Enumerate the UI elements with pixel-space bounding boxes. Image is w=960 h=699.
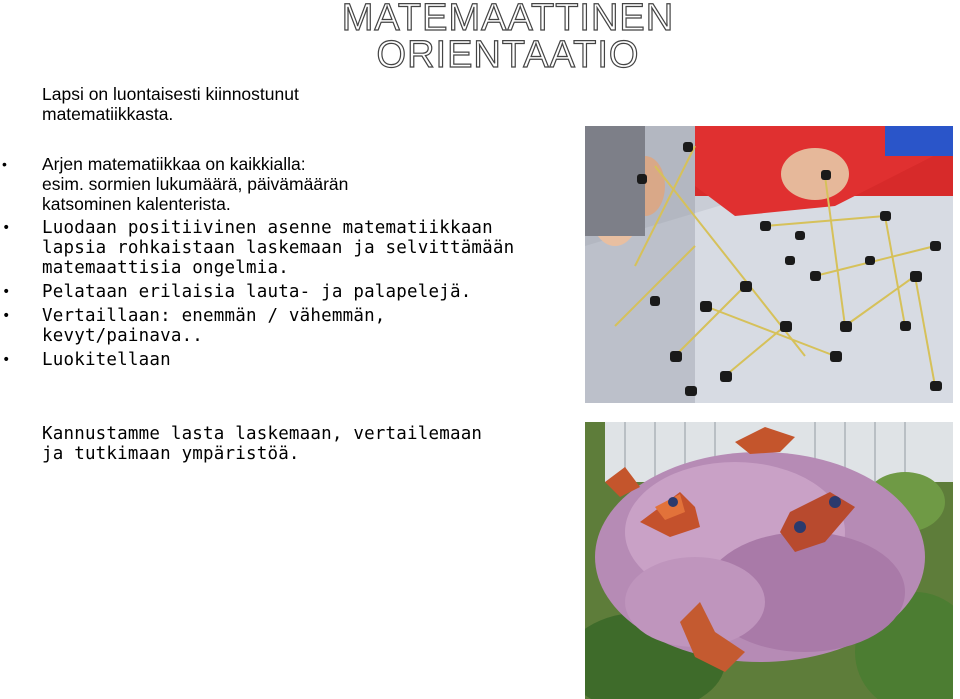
intro-line-2: matematiikkasta. [42,104,174,124]
closing-line-1: Kannustamme lasta laskemaan, vertailemaan [42,424,483,444]
bullet-line: katsominen kalenterista. [42,194,231,214]
bullet-item-games [0,282,560,302]
spaghetti-construction-image [585,126,953,403]
bullet-line: Luodaan positiivinen asenne matematiikkaan [42,218,493,238]
slide-title-line-1: MATEMAATTINEN [341,0,675,39]
butterflies-image [585,422,953,699]
slide-title [318,0,698,74]
bullet-line: Vertaillaan: enemmän / vähemmän, [42,306,386,326]
bullet-icon: • [2,220,11,236]
bullet-icon: • [2,284,11,300]
intro-line-1: Lapsi on luontaisesti kiinnostunut [42,84,299,104]
bullet-item-classifying [0,350,560,370]
bullet-item-comparing [0,306,560,346]
bullet-line: Pelataan erilaisia lauta- ja palapelejä. [42,282,472,302]
bullet-line: kevyt/painava.. [42,326,204,346]
slide-title-line-2: ORIENTAATIO [376,34,640,76]
bullet-line: Luokitellaan [42,350,171,370]
bullet-icon: • [2,156,7,172]
bullet-line: lapsia rohkaistaan laskemaan ja selvittämään [42,238,515,258]
closing-line-2: ja tutkimaan ympäristöä. [42,444,300,464]
bullet-line: Arjen matematiikkaa on kaikkialla: [42,154,306,174]
bullet-list [0,154,560,374]
bullet-icon: • [2,308,11,324]
bullet-line: matemaattisia ongelmia. [42,258,289,278]
photo-butterflies-on-flowers [585,422,953,699]
bullet-icon: • [2,352,11,368]
photo-spaghetti-construction [585,126,953,403]
bullet-line: esim. sormien lukumäärä, päivämäärän [42,174,349,194]
intro-text [42,84,402,124]
closing-text [42,424,512,464]
bullet-item-everyday-math [0,154,560,214]
bullet-item-positive-attitude [0,218,560,278]
